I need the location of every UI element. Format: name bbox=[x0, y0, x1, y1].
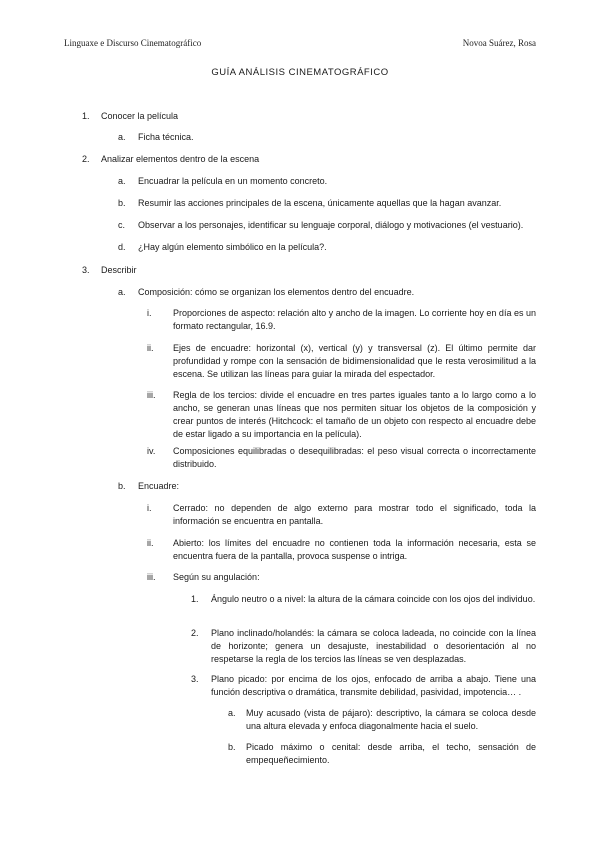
section-heading: Analizar elementos dentro de la escena bbox=[101, 154, 260, 164]
list-item: Composiciones equilibradas o desequilibradas: el peso visual correcta o incorrectamente distribuido. bbox=[173, 446, 536, 469]
list-roman: iii. bbox=[147, 390, 156, 400]
list-number: 3. bbox=[82, 265, 90, 275]
list-letter: b. bbox=[118, 198, 126, 208]
list-number: 2. bbox=[191, 628, 199, 638]
list-item: Encuadre: bbox=[138, 481, 180, 491]
header-course: Linguaxe e Discurso Cinematográfico bbox=[64, 38, 202, 48]
list-roman: iii. bbox=[147, 572, 156, 582]
list-roman: iv. bbox=[147, 446, 156, 456]
list-item: Picado máximo o cenital: desde arriba, el techo, sensación de empequeñecimiento. bbox=[246, 742, 536, 765]
list-roman: ii. bbox=[147, 343, 154, 353]
list-item: Según su angulación: bbox=[173, 572, 260, 582]
list-item: Plano inclinado/holandés: la cámara se coloca ladeada, no coincide con la línea de horizonte; genera un desajuste, inestabilidad o desorientación al no respetarse la regla de los tercios las líneas se ven desplazadas. bbox=[211, 628, 536, 664]
list-item: Ángulo neutro o a nivel: la altura de la cámara coincide con los ojos del individuo. bbox=[211, 594, 536, 604]
list-letter: a. bbox=[118, 132, 126, 142]
list-item: Muy acusado (vista de pájaro): descriptivo, la cámara se coloca desde una altura elevada y enfoca diagonalmente hacia el suelo. bbox=[246, 708, 536, 731]
list-number: 2. bbox=[82, 154, 90, 164]
header-author: Novoa Suárez, Rosa bbox=[462, 38, 536, 48]
list-number: 3. bbox=[191, 674, 199, 684]
list-item: Regla de los tercios: divide el encuadre en tres partes iguales tanto a lo largo como a lo ancho, se generan unas líneas que nos permiten situar los objetos de la composición y crear puntos de interés (Hitchcock: el tamaño de un objeto con respecto al encuadre debe de estar ligado a su importancia en la película). bbox=[173, 390, 536, 439]
list-roman: i. bbox=[147, 308, 152, 318]
list-item: Cerrado: no dependen de algo externo para mostrar todo el significado, toda la información se encuentra en pantalla. bbox=[173, 503, 536, 526]
list-number: 1. bbox=[191, 594, 199, 604]
page-title: GUÍA ANÁLISIS CINEMATOGRÁFICO bbox=[211, 67, 389, 78]
list-item: Composición: cómo se organizan los elementos dentro del encuadre. bbox=[138, 287, 415, 297]
list-number: 1. bbox=[82, 111, 90, 121]
list-item: Observar a los personajes, identificar su lenguaje corporal, diálogo y motivaciones (el vestuario). bbox=[138, 220, 524, 230]
list-item: Encuadrar la película en un momento concreto. bbox=[138, 176, 328, 186]
list-letter: d. bbox=[118, 242, 126, 252]
section-heading: Describir bbox=[101, 265, 137, 275]
list-item: Abierto: los límites del encuadre no contienen toda la información necesaria, esta se encuentra fuera de la pantalla, provoca suspense o intriga. bbox=[173, 538, 536, 561]
list-letter: b. bbox=[228, 742, 236, 752]
list-item: Proporciones de aspecto: relación alto y ancho de la imagen. Lo corriente hoy en día es un formato rectangular, 16.9. bbox=[173, 308, 536, 331]
list-letter: a. bbox=[228, 708, 236, 718]
list-letter: a. bbox=[118, 287, 126, 297]
list-item: Ejes de encuadre: horizontal (x), vertical (y) y transversal (z). El último permite dar profundidad y rompe con la sensación de bidimensionalidad que le resta verosimilitud a la escena. Se utilizan las líneas para guiar la mirada del espectador. bbox=[173, 343, 536, 379]
list-letter: c. bbox=[118, 220, 126, 230]
list-roman: i. bbox=[147, 503, 152, 513]
list-item: ¿Hay algún elemento simbólico en la película?. bbox=[138, 242, 327, 252]
list-item: Ficha técnica. bbox=[138, 132, 194, 142]
list-letter: b. bbox=[118, 481, 126, 491]
list-letter: a. bbox=[118, 176, 126, 186]
list-item: Resumir las acciones principales de la escena, únicamente aquellas que la hagan avanzar. bbox=[138, 198, 502, 208]
list-item: Plano picado: por encima de los ojos, enfocado de arriba a abajo. Tiene una función descriptiva o dramática, transmite debilidad, pasividad, impotencia… . bbox=[211, 674, 536, 697]
list-roman: ii. bbox=[147, 538, 154, 548]
section-heading: Conocer la película bbox=[101, 111, 179, 121]
